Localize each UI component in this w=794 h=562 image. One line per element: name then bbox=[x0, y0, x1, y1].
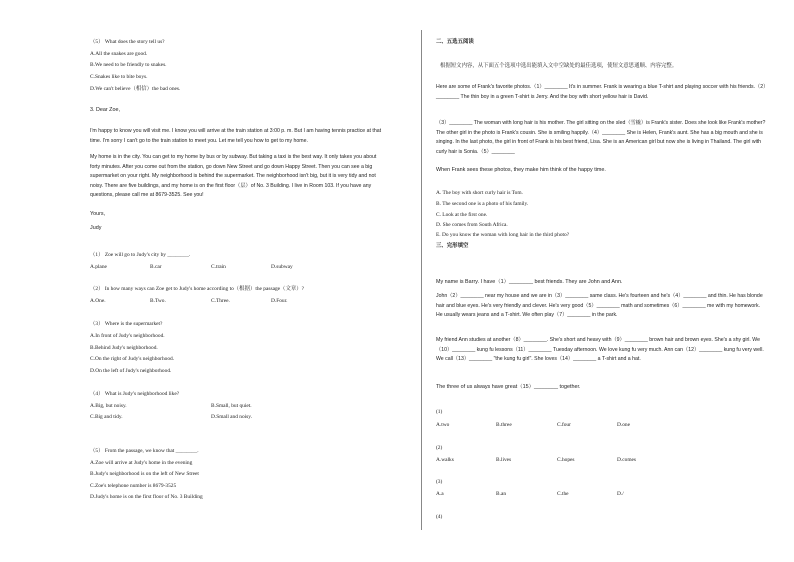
option: D.comes bbox=[617, 457, 637, 463]
option: A.Zoe will arrive at Judy's home in the evening bbox=[90, 460, 193, 466]
option: A.walks bbox=[436, 457, 454, 463]
cloze-paragraph: The three of us always have great（15）________ together. bbox=[436, 384, 581, 390]
option: C.Snakes like to bite boys. bbox=[90, 74, 148, 80]
option: A.two bbox=[436, 422, 450, 428]
option: B.an bbox=[496, 491, 507, 497]
choice: D. She comes from South Africa. bbox=[436, 222, 508, 228]
option: C.train bbox=[211, 264, 226, 270]
option: C.hopes bbox=[557, 457, 575, 463]
column-divider bbox=[421, 30, 422, 530]
option: B.three bbox=[496, 422, 512, 428]
section-instructions: 根据短文内容，从下面五个选项中选出能填入文中空缺处的最佳选项，使短文意思通顺、内容完整。 bbox=[440, 63, 678, 69]
choice: E. Do you know the woman with long hair in the third photo? bbox=[436, 232, 570, 238]
letter-closing: Yours, bbox=[90, 211, 106, 217]
letter-paragraph: I'm happy to know you will visit me. I know you will arrive at the train station at 3:00 p. m. But I am having tennis practice at that time. I'm sorry I can't go to the train station to meet you. Let me tell you how to get to my home. bbox=[90, 128, 382, 144]
question-stem: （5） What does the story tell us? bbox=[90, 39, 165, 45]
option: D.Small and noisy. bbox=[211, 414, 252, 420]
option: B.lives bbox=[496, 457, 512, 463]
option: D.subway bbox=[271, 264, 293, 270]
option: C.Zoe's telephone number is 8679-3525 bbox=[90, 483, 177, 489]
option: A.One. bbox=[90, 298, 106, 304]
option: C.On the right of Judy's neighborhood. bbox=[90, 356, 175, 362]
letter-paragraph: My home is in the city. You can get to my home by bus or by subway. But taking a taxi is the best way. It only takes you about forty minutes. After you come out from the station, go down New Street and go down Happy Street. Then you can see a big supermarket on your right. My neighborhood is behind the supermarket. The neighborhood isn't big, but it is very tidy and not noisy. There are five buildings, and my home is on the first floor（层）of No. 3 Building. I live in Room 103. If you have any questions, please call me at 8679-3525. See you! bbox=[90, 154, 377, 198]
option: C.four bbox=[557, 422, 571, 428]
question-stem: （4） What is Judy's neighborhood like? bbox=[90, 391, 180, 397]
cloze-paragraph: John（2）________ near my house and we are in（3）________ same class. He's fourteen and he's（4）________ and thin. He has blonde hair and blue eyes. He's very friendly and clever. He's very good（5）________ math and sometimes（6）________ me with my homework. He usually wears jeans and a T-shirt. We often play（7）________ in the park. bbox=[436, 293, 763, 318]
cloze-paragraph: My name is Barry. I have（1）________ best friends. They are John and Ann. bbox=[436, 279, 623, 285]
option: D.Judy's home is on the first floor of No. 3 Building bbox=[90, 494, 203, 500]
choice: B. The second one is a photo of his family. bbox=[436, 201, 529, 207]
option: D.On the left of Judy's neighborhood. bbox=[90, 368, 172, 374]
option: A.a bbox=[436, 491, 444, 497]
option: C.the bbox=[557, 491, 569, 497]
choice: C. Look at the first one. bbox=[436, 212, 488, 218]
option: A.All the snakes are good. bbox=[90, 51, 148, 57]
option: B.Two. bbox=[150, 298, 166, 304]
question-stem: （2） In how many ways can Zoe get to Judy's home according to（根据）the passage（文章）? bbox=[90, 286, 305, 292]
option: B.Judy's neighborhood is on the left of New Street bbox=[90, 471, 199, 477]
option: A.In front of Judy's neighborhood. bbox=[90, 333, 165, 339]
choice: A. The boy with short curly hair is Tom. bbox=[436, 190, 523, 196]
question-stem: （5） From the passage, we know that ________. bbox=[90, 448, 199, 454]
option: B.Behind Judy's neighborhood. bbox=[90, 345, 158, 351]
option: C.Three. bbox=[211, 298, 230, 304]
passage-paragraph: Here are some of Frank's favorite photos.（1）________ It's in summer. Frank is wearing a blue T-shirt and playing soccer with his friends.（2）________ The thin boy in a green T-shirt is Jerry. And the boy with short yellow hair is David. bbox=[436, 84, 766, 100]
passage-paragraph: （3）________ The woman with long hair is his mother. The girl sitting on the sled（雪橇）is Frank's sister. Does she look like Frank's mother? The other girl in the photo is Frank's cousin. She is smiling happily.（4）________ She is Helen, Frank's aunt. She has a big mouth and she is singing. In the last photo, the girl in front of Frank is his best friend, Lisa. She is an American girl but now she is living in Thailand. The girl with curly hair is Sonia.（5）________ bbox=[436, 120, 766, 155]
option: C.Big and tidy. bbox=[90, 414, 123, 420]
option: B.car bbox=[150, 264, 162, 270]
cloze-paragraph: My friend Ann studies at another（8）________. She's short and heavy with（9）________ brown hair and brown eyes. She's a shy girl. We（10）________ kung fu lessons（11）________ Tuesday afternoon. We love kung fu very much. Ann can（12）________ kung fu very well. We call（13）________ "the kung fu girl". She loves（14）________ a T-shirt and a hat. bbox=[436, 337, 764, 362]
cloze-question-number: (2) bbox=[436, 445, 443, 451]
question-stem: （3） Where is the supermarket? bbox=[90, 321, 163, 327]
passage-paragraph: When Frank sees these photos, they make him think of the happy time. bbox=[436, 167, 606, 173]
section-title: 3. Dear Zoe, bbox=[90, 107, 120, 113]
option: A.plane bbox=[90, 264, 107, 270]
option: B.We need to be friendly to snakes. bbox=[90, 62, 167, 68]
cloze-question-number: (1) bbox=[436, 409, 443, 415]
cloze-question-number: (3) bbox=[436, 479, 443, 485]
option: B.Small, but quiet. bbox=[211, 403, 252, 409]
option: A.Big, but noisy. bbox=[90, 403, 127, 409]
option: D./ bbox=[617, 491, 624, 497]
cloze-question-number: (4) bbox=[436, 514, 443, 520]
section-title: 三、完形填空 bbox=[436, 243, 469, 249]
option: D.one bbox=[617, 422, 631, 428]
option: D.Four. bbox=[271, 298, 288, 304]
option: D.We can't believe（相信）the bad ones. bbox=[90, 86, 181, 92]
question-stem: （1） Zoe will go to Judy's city by ________. bbox=[90, 252, 191, 258]
section-title: 二、五选五阅读 bbox=[436, 39, 474, 45]
letter-signature: Judy bbox=[90, 225, 102, 231]
